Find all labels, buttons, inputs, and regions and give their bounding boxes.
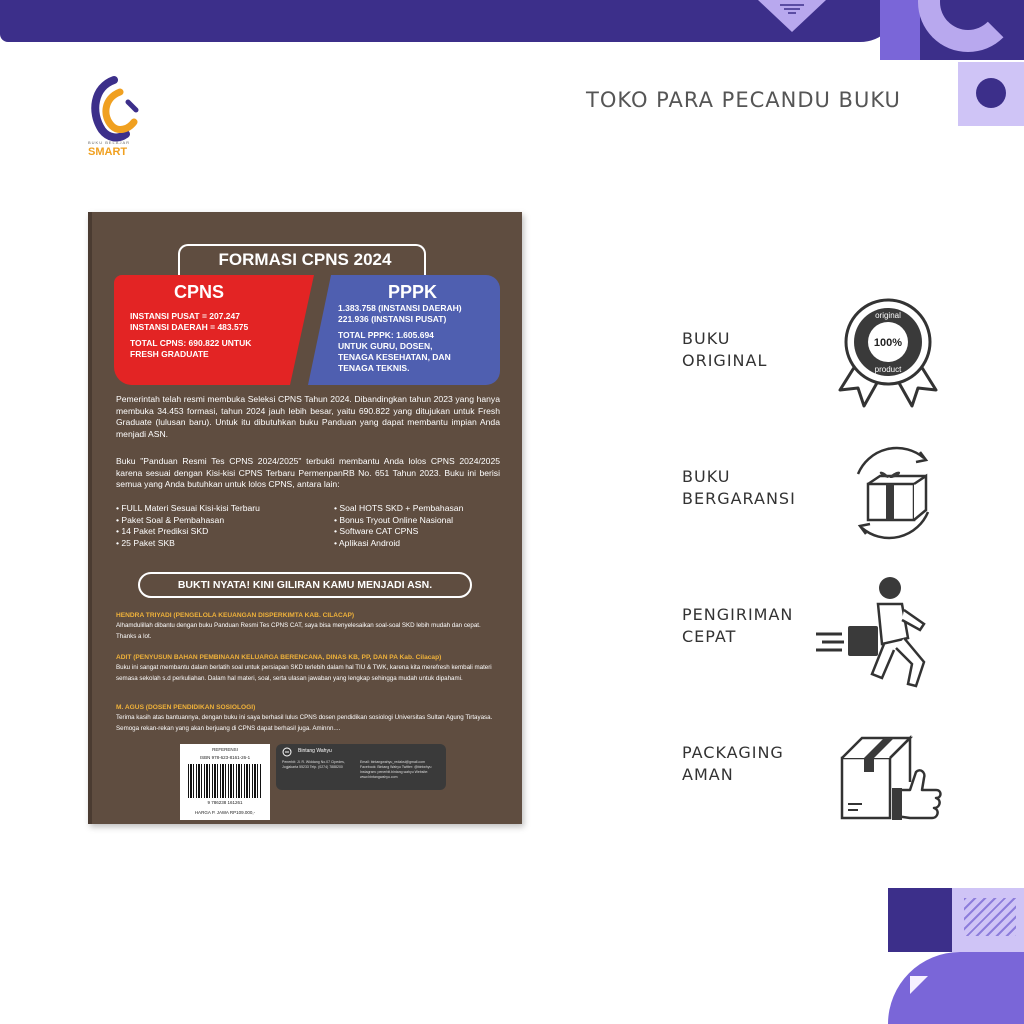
barcode-ref: REFERENSI bbox=[212, 747, 238, 752]
cpns-line: INSTANSI DAERAH = 483.575 bbox=[130, 322, 249, 332]
feature-shipping-label bbox=[682, 604, 793, 648]
book-back-cover bbox=[88, 212, 522, 824]
feature-list-right bbox=[334, 503, 463, 550]
description-paragraph: Buku "Panduan Resmi Tes CPNS 2024/2025" terbukti membantu Anda lolos CPNS 2024/2025 karena sesuai dengan Kisi-kisi CPNS Terbaru PermenpanRB No. 651 Tahun 2023. Buku ini berisi semua yang Anda butuhkan untuk lolos CPNS, antara lain: bbox=[116, 456, 500, 490]
list-item: • 25 Paket SKB bbox=[116, 538, 175, 549]
pppk-line: TENAGA KESEHATAN, DAN bbox=[338, 352, 451, 362]
publisher-name: Bintang Wahyu bbox=[298, 748, 332, 754]
feature-line: BERGARANSI bbox=[682, 489, 796, 508]
badge-percent: 100% bbox=[873, 337, 903, 349]
feature-guarantee-label bbox=[682, 466, 796, 510]
delivery-man-icon bbox=[812, 574, 944, 694]
pppk-line: UNTUK GURU, DOSEN, bbox=[338, 341, 433, 351]
cpns-line: INSTANSI PUSAT = 207.247 bbox=[130, 311, 240, 321]
cpns-line: FRESH GRADUATE bbox=[130, 349, 209, 359]
testimonial-text: Buku ini sangat membantu dalam berlatih soal untuk persiapan SKD terlebih dalam hal TIU & TWK, karena kita merefresh kembali materi semasa sekolah s.d perkuliahan. Dalam hal materi, soal, serta ulasan jawaban yang lengkap sehingga mudah untuk dipahami. bbox=[116, 664, 492, 682]
testimonial-text: Alhamdulillah dibantu dengan buku Panduan Resmi Tes CPNS CAT, saya bisa menyelesaikan soal-soal SKD lebih mudah dan cepat. Thanks a lot. bbox=[116, 622, 481, 640]
bottom-right-decor-a bbox=[888, 888, 952, 952]
pppk-line: TOTAL PPPK: 1.605.694 bbox=[338, 330, 434, 340]
intro-paragraph: Pemerintah telah resmi membuka Seleksi CPNS Tahun 2024. Dibandingkan tahun 2023 yang hanya membuka 34.453 formasi, tahun 2024 jauh lebih besar, yaitu 690.822 yang ditujukan untuk Fresh Graduate (lulusan baru). Untuk itu dibutuhkan buku Panduan yang dapat membantu impian Anda menjadi ASN. bbox=[116, 394, 500, 439]
logo-subtitle: BUKU BELAJAR bbox=[88, 140, 131, 145]
shop-title: TOKO PARA PECANDU BUKU bbox=[586, 88, 901, 112]
dot-decor bbox=[976, 78, 1006, 108]
original-badge-icon bbox=[830, 296, 946, 416]
pppk-line: 221.936 (INSTANSI PUSAT) bbox=[338, 314, 447, 324]
list-item: • Paket Soal & Pembahasan bbox=[116, 514, 225, 525]
pppk-line: TENAGA TEKNIS. bbox=[338, 363, 410, 373]
box-thumbs-up-icon bbox=[836, 732, 946, 836]
list-item: • 14 Paket Prediksi SKD bbox=[116, 526, 209, 537]
book-spine bbox=[88, 212, 92, 824]
feature-line: BUKU bbox=[682, 329, 731, 348]
feature-original-label bbox=[682, 328, 767, 372]
top-lines-decor bbox=[776, 2, 808, 16]
barcode-bars bbox=[188, 764, 262, 798]
list-item: • Aplikasi Android bbox=[334, 538, 401, 549]
list-item: • Software CAT CPNS bbox=[334, 526, 419, 537]
cpns-heading: CPNS bbox=[174, 282, 225, 302]
list-item: • Soal HOTS SKD + Pembahasan bbox=[334, 503, 464, 513]
barcode-isbn: ISBN 978-623-8161-26-1 bbox=[199, 755, 251, 760]
list-item: • Bonus Tryout Online Nasional bbox=[334, 514, 454, 525]
feature-list-left bbox=[116, 503, 260, 550]
feature-line: PACKAGING bbox=[682, 743, 784, 762]
barcode-price: HARGA P. JAWA RP109.000,- bbox=[194, 810, 256, 815]
publisher-address: Penerbit: Jl. R. Widdang No.07 Cipedes, Jogjakarta 55233 Telp. (0274) 7888200 bbox=[282, 760, 345, 769]
publisher-box bbox=[276, 744, 446, 790]
cpns-line: TOTAL CPNS: 690.822 UNTUK bbox=[130, 338, 252, 348]
bukti-banner: BUKTI NYATA! KINI GILIRAN KAMU MENJADI ASN. bbox=[138, 572, 472, 598]
badge-top-text: original bbox=[875, 311, 901, 320]
logo-text: SMART bbox=[88, 146, 128, 158]
testimonial-name: ADIT (PENYUSUN BAHAN PEMBINAAN KELUARGA BERENCANA, DINAS KB, PP, DAN PA Kab. Cilacap) bbox=[116, 654, 442, 661]
testimonial-text: Terima kasih atas bantuannya, dengan buku ini saya berhasil lulus CPNS dosen pendidikan sosiologi Universitas Sultan Agung Tirtayasa. Semoga rekan-rekan yang akan berjuang di CPNS dapat berhasil juga. Aminnn.... bbox=[116, 714, 493, 732]
feature-line: AMAN bbox=[682, 765, 734, 784]
feature-line: ORIGINAL bbox=[682, 351, 768, 370]
stripes-decor bbox=[964, 898, 1016, 936]
feature-line: PENGIRIMAN bbox=[682, 605, 794, 624]
barcode-numbers: 9 786238 161261 bbox=[207, 800, 243, 805]
testimonial-name: M. AGUS (DOSEN PENDIDIKAN SOSIOLOGI) bbox=[116, 704, 256, 711]
bottom-right-decor-c bbox=[888, 952, 1024, 1024]
feature-line: BUKU bbox=[682, 467, 731, 486]
publisher-logo-icon bbox=[282, 747, 296, 757]
feature-packaging-label bbox=[682, 742, 784, 786]
feature-line: CEPAT bbox=[682, 627, 737, 646]
testimonial-name: HENDRA TRIYADI (PENGELOLA KEUANGAN DISPERKIMTA KAB. CILACAP) bbox=[116, 612, 355, 619]
isbn-barcode bbox=[180, 744, 270, 820]
pppk-heading: PPPK bbox=[388, 282, 438, 302]
list-item: • FULL Materi Sesuai Kisi-kisi Terbaru bbox=[116, 503, 260, 513]
publisher-contact: Email: bintangwahyu_redaksi@gmail.com Facebook: Bintang Wahyu Twitter: @bintwhyu Instagram: penerbit.bintang.wahyu Website: www.bintangwahyu.com bbox=[360, 760, 432, 779]
pppk-line: 1.383.758 (INSTANSI DAERAH) bbox=[338, 303, 462, 313]
badge-bottom-text: product bbox=[874, 365, 902, 374]
bottom-triangle-decor bbox=[910, 976, 928, 994]
gift-box-icon bbox=[844, 444, 942, 542]
formasi-title: FORMASI CPNS 2024 bbox=[218, 250, 392, 269]
